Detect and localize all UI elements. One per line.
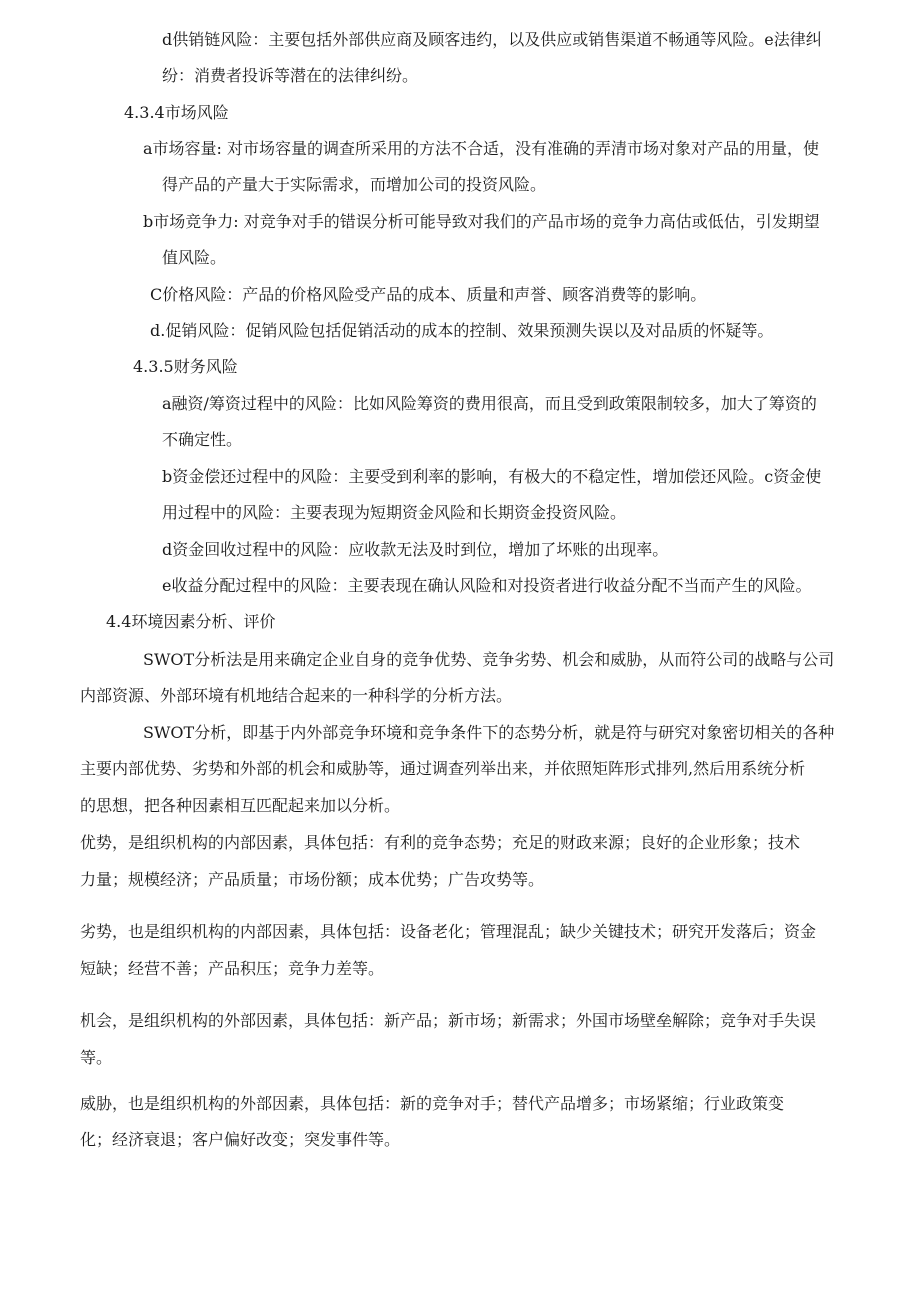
collection-risk-line: d资金回收过程中的风险：应收款无法及时到位，增加了坏账的出现率。 (162, 540, 669, 559)
swot-definition-line-1: SWOT分析，即基于内外部竞争环境和竞争条件下的态势分析，就是符与研究对象密切相关的各种 (143, 723, 835, 742)
promotion-risk-line: d.促销风险：促销风险包括促销活动的成本的控制、效果预测失误以及对品质的怀疑等。 (150, 321, 774, 340)
price-risk-line: C价格风险：产品的价格风险受产品的成本、质量和声誉、顾客消费等的影响。 (150, 285, 707, 304)
opportunities-line-1: 机会，是组织机构的外部因素，具体包括：新产品；新市场；新需求；外国市场壁垒解除；竞争对手失误 (80, 1011, 817, 1030)
supply-chain-risk-line-2: 纷：消费者投诉等潜在的法律纠纷。 (162, 66, 419, 85)
weaknesses-line-2: 短缺；经营不善；产品积压；竞争力差等。 (80, 959, 385, 978)
market-capacity-line-2: 得产品的产量大于实际需求，而增加公司的投资风险。 (162, 175, 547, 194)
threats-line-2: 化；经济衰退；客户偏好改变；突发事件等。 (80, 1130, 401, 1149)
opportunities-line-2: 等。 (80, 1048, 113, 1067)
supply-chain-risk-line-1: d供销链风险：主要包括外部供应商及顾客违约，以及供应或销售渠道不畅通等风险。e法律纠 (162, 30, 822, 49)
weaknesses-line-1: 劣势，也是组织机构的内部因素，具体包括：设备老化；管理混乱；缺少关键技术；研究开发落后；资金 (80, 922, 817, 941)
financing-risk-line-2: 不确定性。 (162, 430, 243, 449)
market-competitiveness-line-2: 值风险。 (162, 248, 227, 267)
strengths-line-1: 优势，是组织机构的内部因素，具体包括：有利的竞争态势；充足的财政来源；良好的企业形象；技术 (80, 833, 801, 852)
swot-definition-line-3: 的思想，把各种因素相互匹配起来加以分析。 (80, 796, 401, 815)
swot-intro-line-2: 内部资源、外部环境有机地结合起来的一种科学的分析方法。 (80, 686, 513, 705)
distribution-risk-line: e收益分配过程中的风险：主要表现在确认风险和对投资者进行收益分配不当而产生的风险。 (162, 576, 812, 595)
market-capacity-line-1: a市场容量: 对市场容量的调查所采用的方法不合适，没有准确的弄清市场对象对产品的用量，使 (143, 139, 820, 158)
heading-4-3-5: 4.3.5财务风险 (133, 357, 238, 376)
threats-line-1: 威胁，也是组织机构的外部因素，具体包括：新的竞争对手；替代产品增多；市场紧缩；行业政策变 (80, 1094, 785, 1113)
financing-risk-line-1: a融资/筹资过程中的风险：比如风险筹资的费用很高，而且受到政策限制较多，加大了筹资的 (162, 394, 817, 413)
swot-definition-line-2: 主要内部优势、劣势和外部的机会和威胁等，通过调查列举出来，并依照矩阵形式排列,然后用系统分析 (80, 759, 806, 778)
strengths-line-2: 力量；规模经济；产品质量；市场份额；成本优势；广告攻势等。 (80, 870, 545, 889)
repayment-risk-line-1: b资金偿还过程中的风险：主要受到利率的影响，有极大的不稳定性，增加偿还风险。c资金使 (162, 467, 822, 486)
swot-intro-line-1: SWOT分析法是用来确定企业自身的竞争优势、竞争劣势、机会和威胁，从而符公司的战略与公司 (143, 650, 835, 669)
heading-4-4: 4.4环境因素分析、评价 (106, 612, 276, 631)
heading-4-3-4: 4.3.4市场风险 (124, 103, 229, 122)
repayment-risk-line-2: 用过程中的风险：主要表现为短期资金风险和长期资金投资风险。 (162, 503, 627, 522)
market-competitiveness-line-1: b市场竞争力: 对竞争对手的错误分析可能导致对我们的产品市场的竞争力高估或低估，引发期望 (143, 212, 820, 231)
